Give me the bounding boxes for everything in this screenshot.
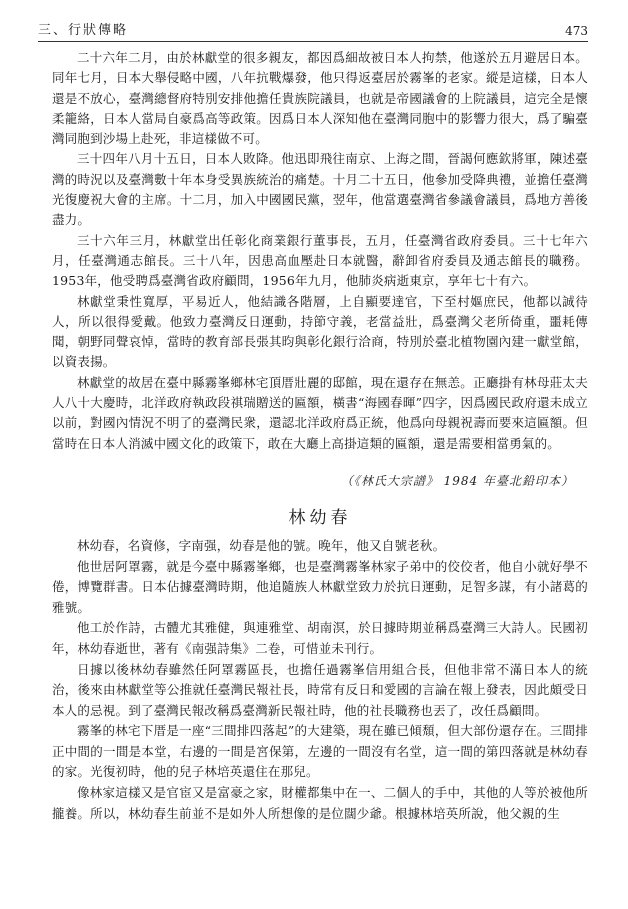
- article-lin-xiantang: [52, 48, 588, 489]
- article-title: 林幼春: [288, 507, 352, 528]
- paragraph: 日據以後林幼春雖然任阿罩霧區長，也擔任過霧峯信用組合長，但他非常不滿日本人的統治，後來由林獻堂等公推就任臺灣民報社長，時常有反日和愛國的言論在報上發表，因此頗受日本人的忌視。到了臺灣民報改稱爲臺灣新民報社時，他的社長職務也丟了，改任爲顧問。: [52, 661, 588, 718]
- page-number: 473: [565, 24, 588, 38]
- paragraph: 二十六年二月，由於林獻堂的很多親友，都因爲細故被日本人拘禁，他遂於五月避居日本。同年七月，日本大舉侵略中國，八年抗戰爆發，他只得返臺居於霧峯的老家。縱是這樣，日本人還是不放心，臺灣總督府特別安排他擔任貴族院議員，也就是帝國議會的上院議員，這完全是懷柔籠絡，日本人當局自豪爲高等政策。因爲日本人深知他在臺灣同胞中的影響力很大，爲了騙臺灣同胞到沙場上赴死，非這樣做不可。: [52, 50, 588, 147]
- paragraph: 霧峯的林宅下厝是一座“三間排四落起”的大建築，現在雖已傾頹，但大部份還存在。三間排正中間的一間是本堂，右邊的一間是宮保第，左邊的一間沒有名堂，這一間的第四落就是林幼春的家。光復初時，他的兒子林培英還住在那兒。: [52, 723, 588, 780]
- paragraph: 三十六年三月，林獻堂出任彰化商業銀行董事長，五月，任臺灣省政府委員。三十七年六月，任臺灣通志館長。三十八年，因患高血壓赴日本就醫，辭卸省府委員及通志館長的職務。1953年，他受聘爲臺灣省政府顧問，1956年九月，他肺炎病逝東京，享年七十有六。: [52, 232, 588, 289]
- page-body: [52, 48, 588, 824]
- paragraph: 三十四年八月十五日，日本人敗降。他迅即飛往南京、上海之間，晉謁何應欽將軍，陳述臺灣的時況以及臺灣數十年本身受異族統治的痛楚。十月二十五日，他參加受降典禮，並擔任臺灣光復慶祝大會的主席。十二月，加入中國國民黨，翌年，他當選臺灣省參議會議員，爲地方善後盡力。: [52, 151, 588, 228]
- paragraph: 他工於作詩，古體尤其雅健，與連雅堂、胡南溟，於日據時期並稱爲臺灣三大詩人。民國初年，林幼春逝世，著有《南强詩集》二卷，可惜並未刊行。: [52, 620, 588, 656]
- paragraph: 像林家這樣又是官宦又是富豪之家，財權都集中在一、二個人的手中，其他的人等於被他所攏養。所以，林幼春生前並不是如外人所想像的是位闊少爺。根據林培英所說，他父親的生: [52, 785, 588, 821]
- paragraph: 他世居阿罩霧，就是今臺中縣霧峯鄉，也是臺灣霧峯林家子弟中的佼佼者，他自小就好學不倦，博覽群書。日本佔據臺灣時期，他追隨族人林獻堂致力於抗日運動，足智多謀，有小諸葛的雅號。: [52, 558, 588, 615]
- source-citation: （《林氏大宗譜》 1984 年臺北鉛印本）: [340, 473, 574, 488]
- running-header: [38, 16, 588, 42]
- paragraph: 林獻堂秉性寬厚，平易近人，他結識各階層，上自顯要達官，下至村嫗庶民，他都以誠待人，所以很得愛戴。他致力臺灣反日運動，持節守義，老當益壯，爲臺灣父老所倚重，噩耗傳聞，朝野同聲哀悼，當時的教育部長張其昀與彰化銀行洽商，特別於臺北植物園內建一獻堂館，以資表揚。: [52, 293, 588, 370]
- paragraph: 林幼春，名資修，字南强，幼春是他的號。晚年，他又自號老秋。: [77, 537, 446, 553]
- article-lin-youchun: [52, 536, 588, 824]
- paragraph: 林獻堂的故居在臺中縣霧峯鄉林宅頂厝壯麗的邸館，現在還存在無恙。正廳掛有林母莊太夫人八十大慶時，北洋政府執政段祺瑞贈送的匾額，橫書“海國春暉”四字，因爲國民政府還未成立以前，對國內情況不明了的臺灣民衆，還認北洋政府爲正統，他爲向母親祝壽而要來這匾額。但當時在日本人消滅中國文化的政策下，敢在大廳上高掛這類的匾額，還是需要相當勇氣的。: [52, 374, 588, 451]
- section-heading: 三、行狀傳略: [38, 23, 129, 38]
